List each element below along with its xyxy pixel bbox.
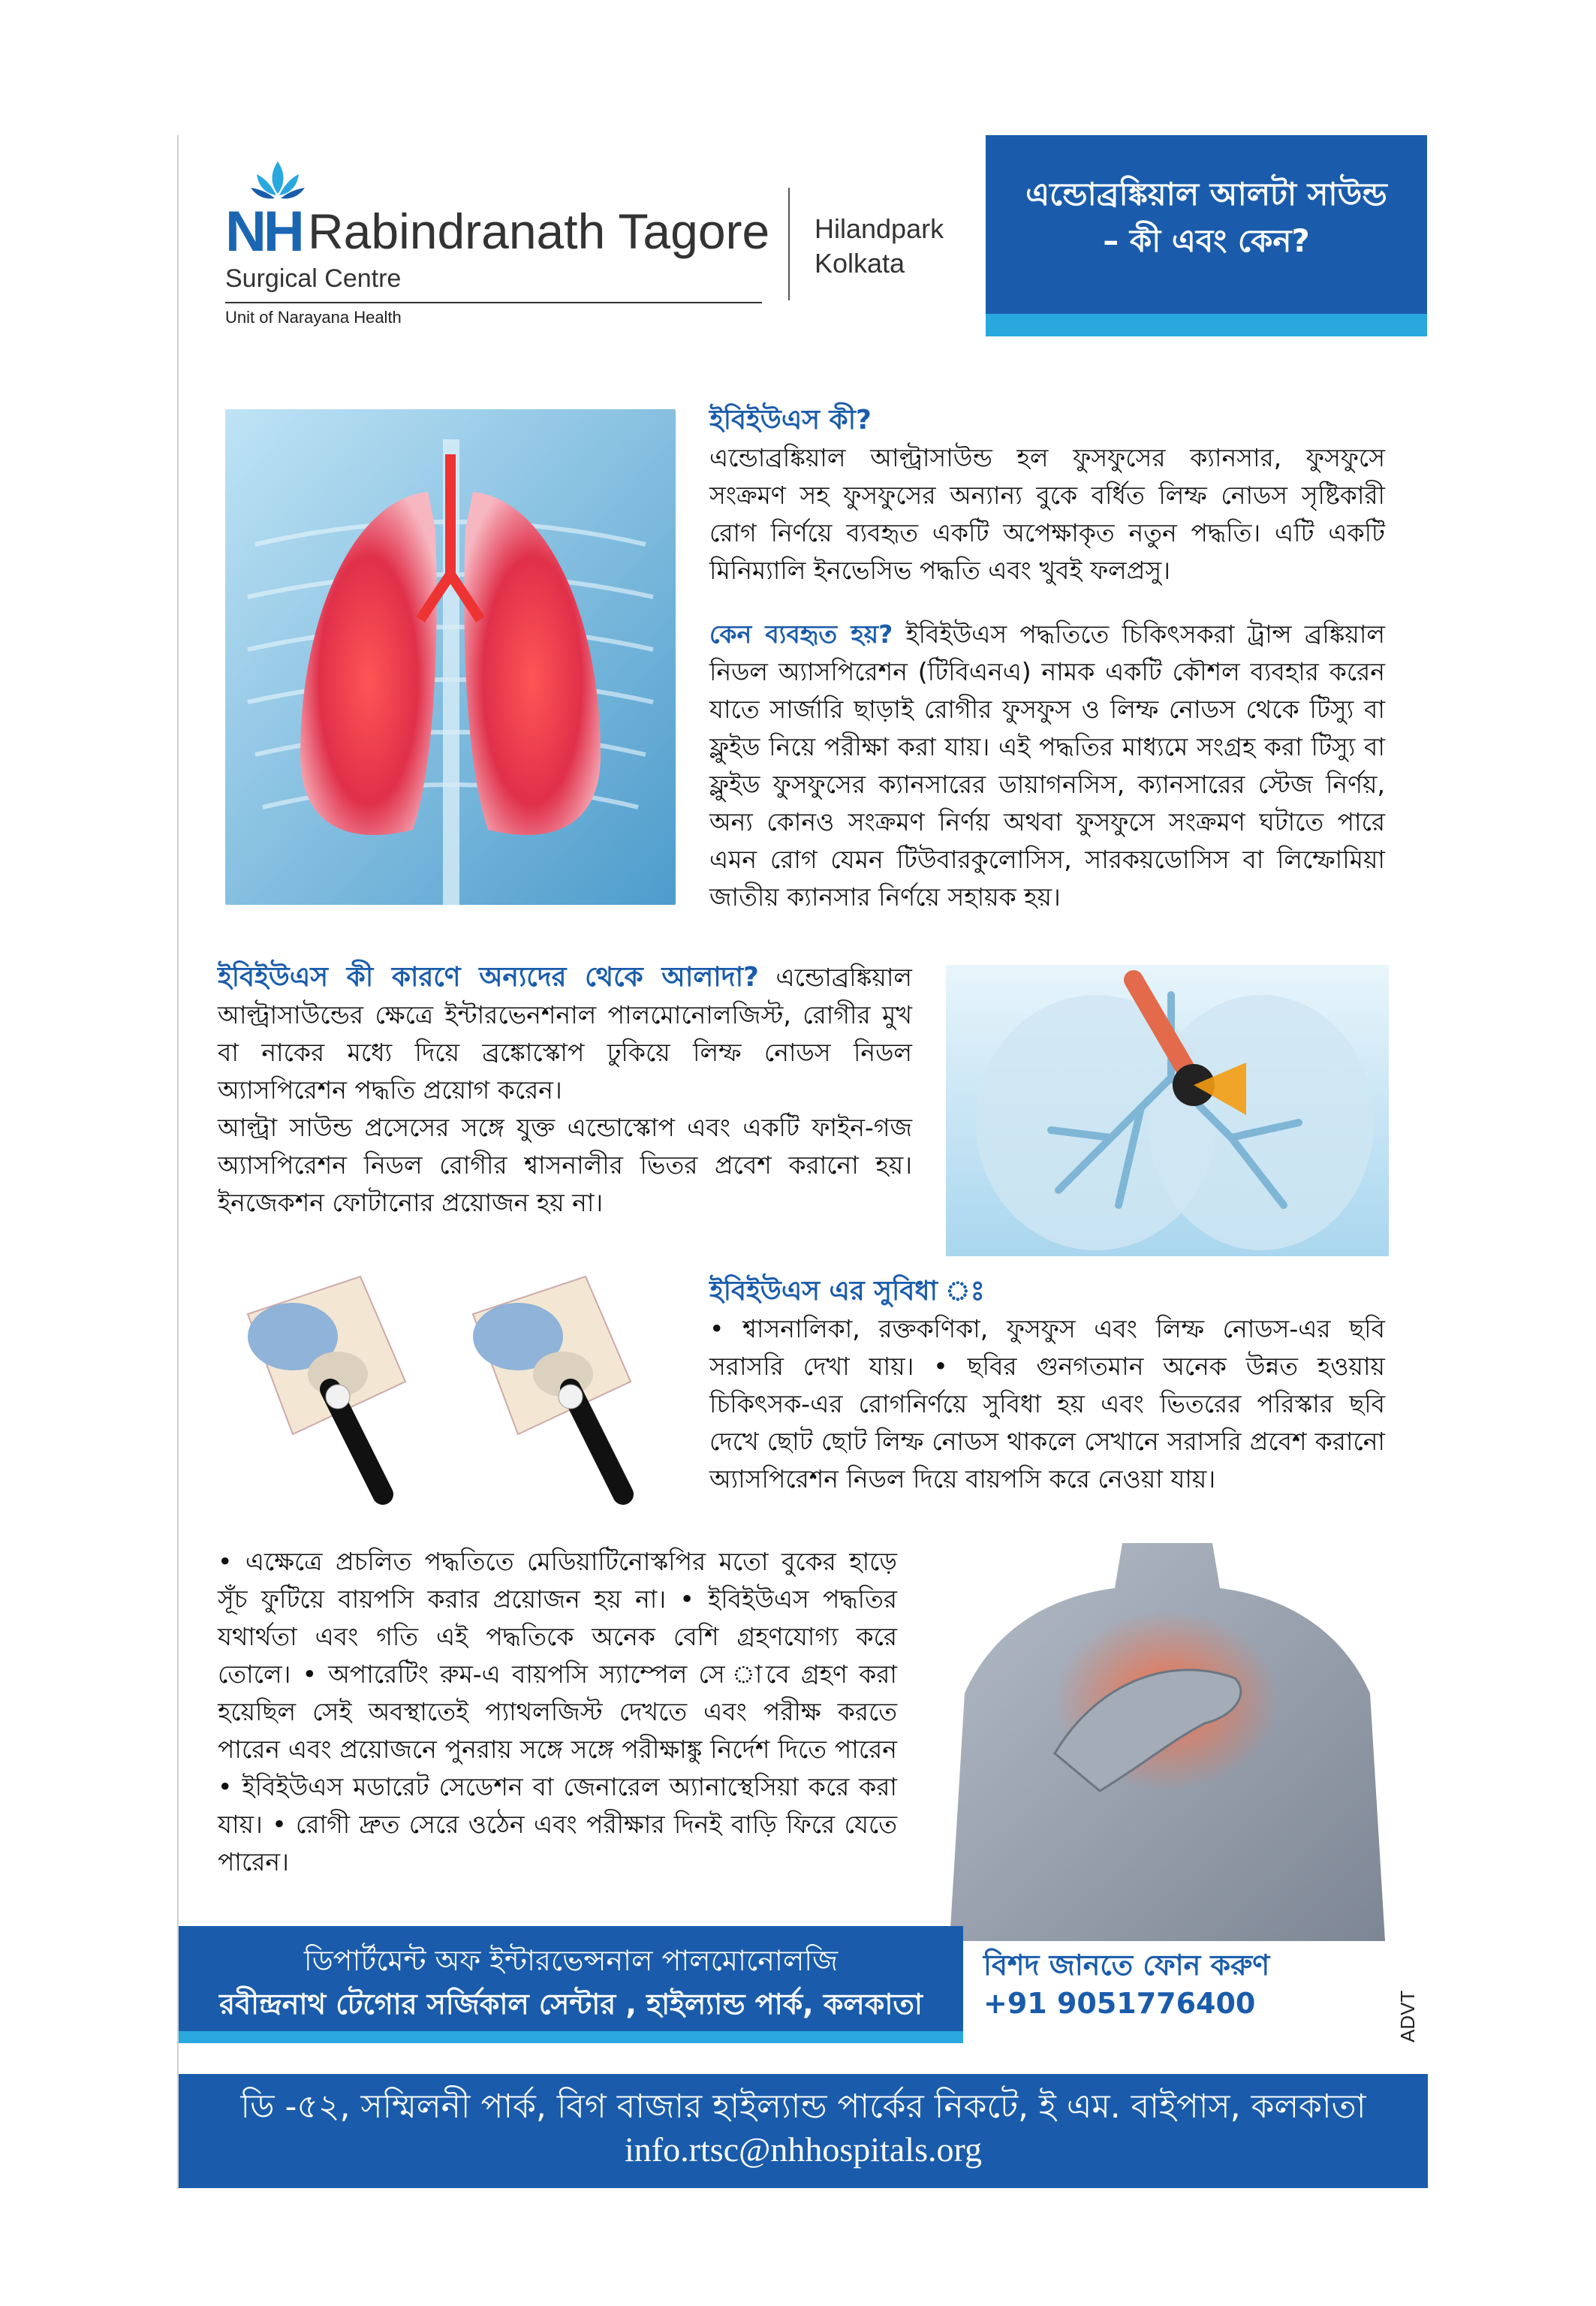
section-what-is-ebus: [709, 402, 1385, 589]
section-why-used: [709, 616, 1385, 916]
section1-heading: ইবিইউএস কী?: [709, 405, 872, 436]
advt-label: ADVT: [1396, 1990, 1419, 2042]
department-band: [179, 2031, 963, 2043]
dept-line2: রবীন্দ্রনাথ টেগোর সর্জিকাল সেন্টার , হাইল্যান্ড পার্ক, কলকাতা: [219, 1988, 923, 2021]
brand-unit: Unit of Narayana Health: [225, 308, 402, 327]
bronchoscope-illustration: [946, 965, 1389, 1256]
page-title: [986, 171, 1427, 264]
section3-body: • শ্বাসনালিকা, রক্তকণিকা, ফুসফুস এবং লিম্ফ নোডস-এর ছবি সরাসরি দেখা যায়। • ছবির গুনগতমান অনেক উন্নত হওয়ায় চিকিৎসক-এর রোগনির্ণয়ে সুবিধা হয় এবং ভিতরের পরিস্কার ছবি দেখে ছোট ছোট লিম্ফ নোডস থাকলে সেখানে সরাসরি প্রবেশ করানো অ্যাসপিরেশন নিডল দিয়ে বায়পসি করে নেওয়া যায়।: [709, 1314, 1385, 1494]
ebus-scope-illustration: [233, 1269, 743, 1517]
header-divider: [788, 188, 790, 300]
margin-rule: [177, 135, 179, 2189]
title-band: [986, 314, 1427, 336]
brand-underline: [225, 302, 762, 303]
dept-line1: ডিপার্টমেন্ট অফ ইন্টারভেন্সনাল পালমোনোলজি: [303, 1944, 839, 1977]
section2-body: এন্ডোব্রঙ্কিয়াল আল্ট্রাসাউন্ডের ক্ষেত্রে ইন্টারভেনশনাল পালমোনোলজিস্ট, রোগীর মুখ বা নাকের মধ্যে দিয়ে ব্রঙ্কোস্কোপ ঢুকিয়ে লিম্ফ নোডস নিডল অ্যাসপিরেশন পদ্ধতি প্রয়োগ করেন।: [218, 963, 912, 1105]
section1-body2: ইবিইউএস পদ্ধতিতে চিকিৎসকরা ট্রান্স ব্রঙ্কিয়াল নিডল অ্যাসপিরেশন (টিবিএনএ) নামক একটি কৌশল ব্যবহার করেন যাতে সার্জারি ছাড়াই রোগীর ফুসফুস ও লিম্ফ নোডস থেকে টিস্যু বা ফ্লুইড নিয়ে পরীক্ষা করা যায়। এই পদ্ধতির মাধ্যমে সংগ্রহ করা টিস্যু বা ফ্লুইড ফুসফুসের ক্যানসারের ডায়াগনসিস, ক্যানসারের স্টেজ নির্ণয়, অন্য কোনও সংক্রমণ নির্ণয় অথবা ফুসফুসে সংক্রমণ ঘটাতে পারে এমন রোগ যেমন টিউবারকুলোসিস, সারকয়ডোসিস বা লিম্ফোমিয়া জাতীয় ক্যানসার নির্ণয়ে সহায়ক হয়।: [709, 619, 1385, 912]
section-benefits: [709, 1273, 1385, 1498]
location-line1: Hilandpark: [815, 213, 944, 244]
lungs-illustration: [225, 409, 676, 905]
section2-heading: ইবিইউএস কী কারণে অন্যদের থেকে আলাদা?: [218, 962, 759, 993]
chest-pain-photo: [950, 1543, 1385, 1941]
title-line2: – কী এবং কেন?: [1103, 222, 1310, 259]
brand-subtitle: Surgical Centre: [225, 264, 402, 293]
contact-phone[interactable]: +91 9051776400: [983, 1987, 1256, 2020]
brand-name: Rabindranath Tagore: [308, 203, 770, 259]
email-link[interactable]: info.rtsc@nhhospitals.org: [625, 2130, 982, 2169]
section-more-benefits: [218, 1543, 897, 1881]
brand-mark: NH: [225, 200, 302, 264]
location-line2: Kolkata: [815, 248, 905, 279]
section-difference: [218, 959, 912, 1222]
department-text: [179, 1939, 963, 2026]
title-line1: এন্ডোব্রঙ্কিয়াল আলটা সাউন্ড: [1025, 176, 1387, 213]
address-text: ডি -৫২, সম্মিলনী পার্ক, বিগ বাজার হাইল্যান্ড পার্কের নিকটে, ই এম. বাইপাস, কলকাতা: [240, 2087, 1366, 2126]
section1-body: এন্ডোব্রঙ্কিয়াল আল্ট্রাসাউন্ড হল ফুসফুসের ক্যানসার, ফুসফুসে সংক্রমণ সহ ফুসফুসের অন্যান্য বুকে বর্ধিত লিম্ফ নোডস সৃষ্টিকারী রোগ নির্ণয়ে ব্যবহৃত একটি অপেক্ষাকৃত নতুন পদ্ধতি। এটি একটি মিনিম্যালি ইনভেসিভ পদ্ধতি এবং খুবই ফলপ্রসু।: [709, 443, 1385, 585]
contact-label: বিশদ জানতে ফোন করুণ: [983, 1949, 1270, 1982]
location: [815, 212, 944, 281]
section1-heading2: কেন ব্যবহৃত হয়?: [709, 619, 893, 649]
section4-body: • এক্ষেত্রে প্রচলিত পদ্ধতিতে মেডিয়াটিনোস্কপির মতো বুকের হাড়ে সূঁচ ফুটিয়ে বায়পসি করার প্রয়োজন হয় না। • ইবিইউএস পদ্ধতির যথার্থতা এবং গতি এই পদ্ধতিকে অনেক বেশি গ্রহণযোগ্য করে তোলে। • অপারেটিং রুম-এ বায়পসি স্যাম্পেল সে াবে গ্রহণ করা হয়েছিল সেই অবস্থাতেই প্যাথলজিস্ট দেখতে এবং পরীক্ষ করতে পারেন এবং প্রয়োজনে পুনরায় সঙ্গে সঙ্গে পরীক্ষাঙ্কু নির্দেশ দিতে পারেন • ইবিইউএস মডারেট সেডেশন বা জেনারেল অ্যানাস্থেসিয়া করে করা যায়। • রোগী দ্রুত সেরে ওঠেন এবং পরীক্ষার দিনই বাড়ি ফিরে যেতে পারেন।: [218, 1547, 897, 1876]
section2-body2: আল্ট্রা সাউন্ড প্রসেসের সঙ্গে যুক্ত এন্ডোস্কোপ এবং একটি ফাইন-গজ অ্যাসপিরেশন নিডল রোগীর শ্বাসনালীর ভিতর প্রবেশ করানো হয়। ইনজেকশন ফোটানোর প্রয়োজন হয় না।: [218, 1113, 912, 1217]
section3-heading: ইবিইউএস এর সুবিধা ঃ: [709, 1276, 985, 1307]
